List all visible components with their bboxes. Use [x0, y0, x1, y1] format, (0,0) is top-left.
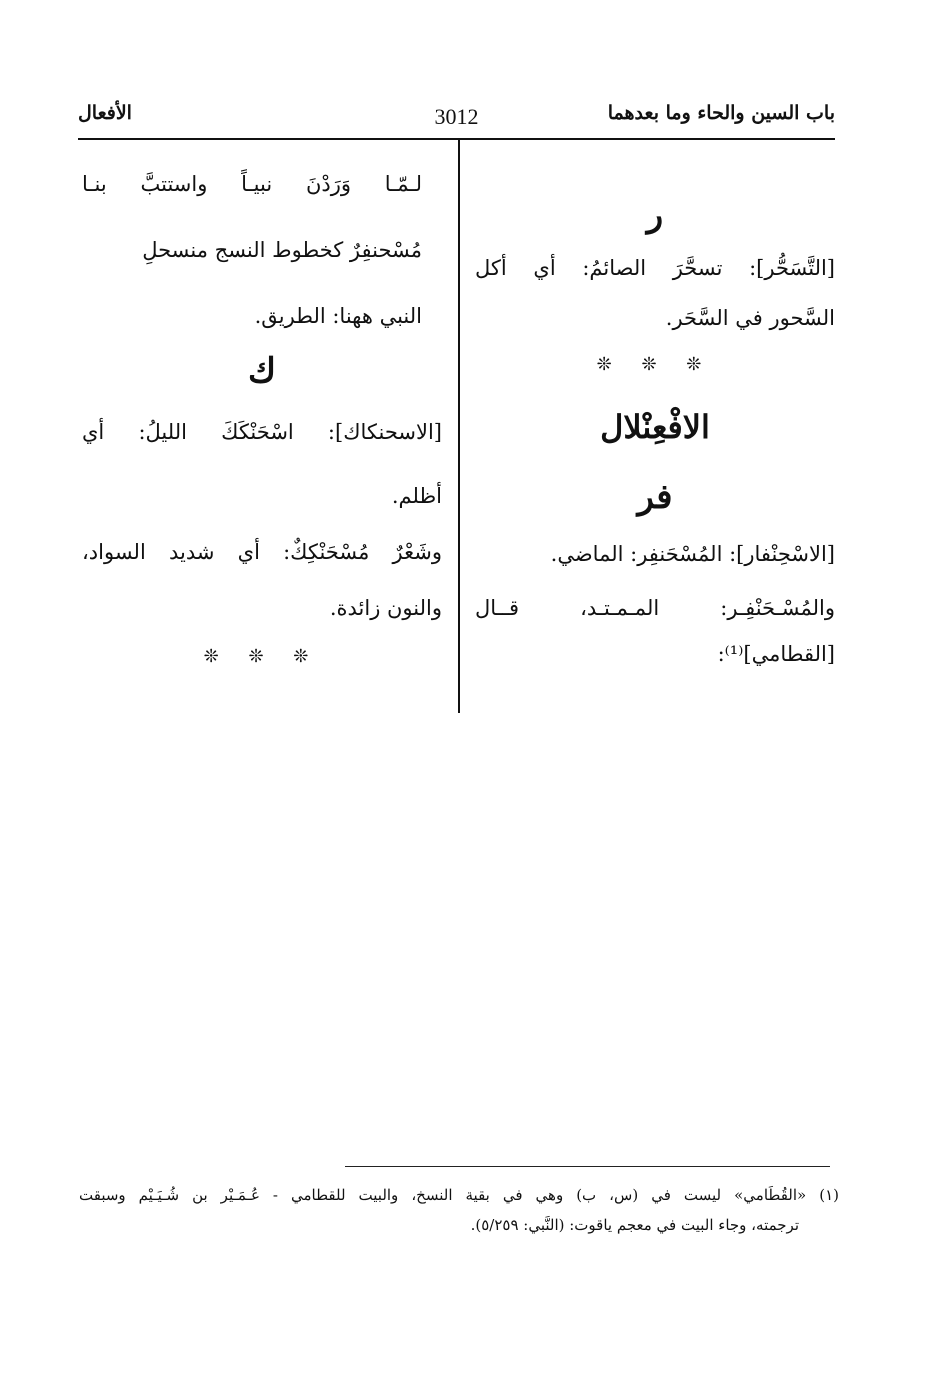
running-header: [78, 102, 835, 136]
entry-ishinkak-line-2: أظلم.: [391, 484, 442, 508]
entry-ishinkak-line-1: [الاسحنكاك]: اسْحَنْكَكَ الليلُ: أي: [82, 420, 442, 444]
footnote-line-1: (١) «القُطَامي» ليست في (س، ب) وهي في بقية النسخ، والبيت للقطامي - عُـمَـيْر بن شُـيَـيْم وسبقت: [79, 1186, 839, 1204]
left-column: [82, 160, 442, 672]
end-separator-stars: ❊ ❊ ❊: [203, 646, 321, 667]
page-number: 3012: [434, 104, 479, 129]
entry-musahanfir-line-1: والمُسْـحَنْفِـر: المـمـتـد، قــال: [475, 596, 835, 620]
letter-heading-kaf: ك: [247, 351, 277, 391]
entry-mushankik-line-1: وشَعْرٌ مُسْحَنْكِكٌ: أي شديد السواد،: [82, 540, 442, 564]
entry-isihnfar: [الاسْحِنْفار]: المُسْحَنفِر: الماضي.: [550, 542, 835, 566]
chapter-title: باب السين والحاء وما بعدهما: [607, 102, 835, 124]
footnote: [79, 1180, 839, 1240]
section-separator-stars: ❊ ❊ ❊: [596, 354, 714, 375]
right-column: [475, 160, 835, 672]
column-divider: [458, 139, 460, 713]
letter-heading-ra: ر: [646, 195, 664, 235]
verse-line-2: مُسْحنفِرٌ كخطوط النسج منسحلِ: [142, 238, 422, 262]
footnote-line-2: ترجمته، وجاء البيت في معجم ياقوت: (النَّبي: ٥/٢٥٩).: [470, 1216, 799, 1234]
entry-mushankik-line-2: والنون زائدة.: [329, 596, 442, 620]
section-heading-ifinlal: الافْعِنْلال: [600, 408, 710, 446]
gloss-nabi: النبي ههنا: الطريق.: [254, 304, 422, 328]
footnote-rule: [345, 1166, 830, 1167]
verse-line-1: لـمّـا وَرَدْنَ نبيـاً واستتبَّ بنـا: [82, 172, 422, 196]
entry-musahanfir-line-2: [القطامي]⁽¹⁾:: [717, 642, 835, 666]
header-rule: [78, 138, 835, 140]
entry-tasahhur-line-1: [التَّسَحُّر]: تسحَّرَ الصائمُ: أي أكل: [475, 256, 835, 280]
letter-heading-fa-ra: فر: [637, 477, 673, 517]
entry-tasahhur-line-2: السَّحور في السَّحَر.: [665, 306, 835, 330]
section-title-header: الأفعال: [78, 102, 132, 124]
